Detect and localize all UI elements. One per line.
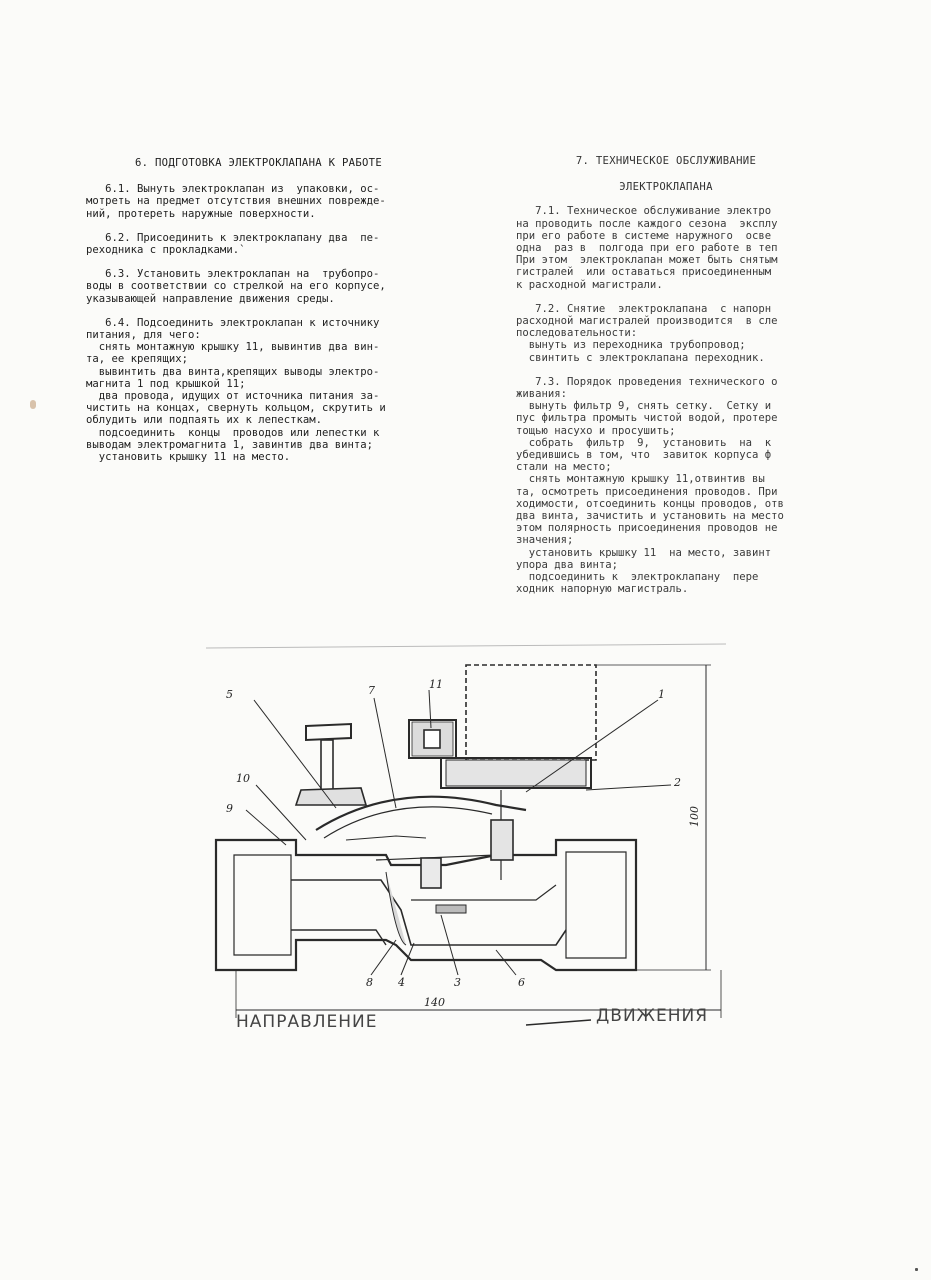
text-line: 6.1. Вынуть электроклапан из упаковки, ос-: [86, 183, 380, 196]
text-line: подсоединить концы проводов или лепестки к: [86, 426, 380, 439]
text-line: живания:: [516, 388, 568, 401]
text-line: пус фильтра промыть чистой водой, протере: [516, 412, 778, 425]
text-line: та, осмотреть присоединения проводов. При: [516, 485, 778, 498]
text-line: тощью насухо и просушить;: [516, 424, 676, 437]
dimension-width: 140: [424, 996, 445, 1009]
text-line: при его работе в системе наружного осве: [516, 229, 772, 242]
left-paragraph: [86, 317, 431, 463]
text-line: два винта, зачистить и установить на место: [516, 510, 784, 523]
text-line: питания, для чего:: [86, 329, 201, 342]
text-line: к расходной магистрали.: [516, 278, 663, 291]
text-line: 6.2. Присоединить к электроклапану два пе-: [86, 231, 380, 244]
text-line: ходимости, отсоединить концы проводов, отв: [516, 497, 784, 510]
text-line: ний, протереть наружные поверхности.: [86, 207, 316, 220]
label-3: 3: [454, 976, 461, 989]
text-line: 7.3. Порядок проведения технического о: [516, 375, 778, 388]
label-6: 6: [518, 976, 525, 989]
caption-direction: НАПРАВЛЕНИЕ: [236, 1012, 378, 1032]
text-line: гистралей или оставаться присоединенным: [516, 266, 772, 279]
text-line: При этом электроклапан может быть снятым: [516, 254, 778, 267]
text-line: указывающей направление движения среды.: [86, 292, 335, 305]
label-2: 2: [674, 776, 681, 789]
right-paragraph: [516, 303, 816, 364]
text-line: 7.1. Техническое обслуживание электро: [516, 205, 772, 218]
section-7-subheading: ЭЛЕКТРОКЛАПАНА: [619, 181, 713, 194]
text-line: воды в соответствии со стрелкой на его корпусе,: [86, 280, 386, 293]
text-line: магнита 1 под крышкой 11;: [86, 377, 246, 390]
label-10: 10: [236, 772, 250, 785]
right-paragraphs: [516, 205, 816, 595]
text-line: 6.4. Подсоединить электроклапан к источнику: [86, 316, 380, 329]
text-line: реходника с прокладками.`: [86, 244, 246, 257]
text-line: установить крышку 11 на место, завинт: [516, 546, 772, 559]
text-line: вынуть фильтр 9, снять сетку. Сетку и: [516, 400, 772, 413]
text-line: вывинтить два винта,крепящих выводы электро-: [86, 365, 380, 378]
text-line: облудить или подпаять их к лепесткам.: [86, 414, 322, 427]
text-line: вынуть из переходника трубопровод;: [516, 339, 746, 352]
left-paragraphs: [86, 183, 431, 463]
right-paragraph: [516, 205, 816, 290]
text-line: свинтить с электроклапана переходник.: [516, 351, 765, 364]
text-line: снять монтажную крышку 11,отвинтив вы: [516, 473, 765, 486]
label-4: 4: [398, 976, 405, 989]
label-5: 5: [226, 688, 233, 701]
left-paragraph: [86, 232, 431, 256]
label-9: 9: [226, 802, 233, 815]
scan-smudge: [30, 400, 36, 409]
text-line: значения;: [516, 534, 574, 547]
text-line: два провода, идущих от источника питания за-: [86, 390, 380, 403]
text-line: 6.3. Установить электроклапан на трубопро-: [86, 268, 380, 281]
text-line: одна раз в полгода при его работе в теп: [516, 242, 778, 255]
text-line: мотреть на предмет отсутствия внешних поврежде-: [86, 195, 386, 208]
text-line: чистить на концах, свернуть кольцом, скрутить и: [86, 402, 386, 415]
text-line: упора два винта;: [516, 558, 619, 571]
label-1: 1: [658, 688, 665, 701]
left-paragraph: [86, 183, 431, 220]
text-line: та, ее крепящих;: [86, 353, 189, 366]
scan-dot: [915, 1268, 918, 1271]
text-line: стали на место;: [516, 461, 612, 474]
dimension-height: 100: [688, 806, 701, 827]
right-paragraph: [516, 376, 816, 596]
text-line: 7.2. Снятие электроклапана с напорн: [516, 302, 772, 315]
caption-flow: ДВИЖЕНИЯ: [596, 1006, 709, 1026]
label-8: 8: [366, 976, 373, 989]
text-line: собрать фильтр 9, установить на к: [516, 436, 772, 449]
valve-drawing: [196, 640, 736, 1040]
left-column: [86, 157, 431, 475]
text-line: убедившись в том, что завиток корпуса ф: [516, 449, 772, 462]
text-line: установить крышку 11 на место.: [86, 451, 291, 464]
text-line: на проводить после каждого сезона эксплу: [516, 217, 778, 230]
section-7-heading: 7. ТЕХНИЧЕСКОЕ ОБСЛУЖИВАНИЕ: [575, 155, 757, 167]
label-7: 7: [368, 684, 375, 697]
label-11: 11: [429, 678, 443, 691]
text-line: снять монтажную крышку 11, вывинтив два вин-: [86, 341, 380, 354]
section-6-heading: 6. ПОДГОТОВКА ЭЛЕКТРОКЛАПАНА К РАБОТЕ: [134, 157, 383, 169]
text-line: подсоединить к электроклапану пере: [516, 571, 759, 584]
text-line: расходной магистралей производится в сле: [516, 315, 778, 328]
left-paragraph: [86, 268, 431, 305]
text-line: выводам электромагнита 1, завинтив два винта;: [86, 438, 374, 451]
text-line: последовательности:: [516, 327, 638, 340]
text-line: этом полярность присоединения проводов не: [516, 522, 778, 535]
right-column: [516, 155, 816, 608]
text-line: ходник напорную магистраль.: [516, 583, 689, 596]
valve-cross-section: [196, 640, 736, 1040]
